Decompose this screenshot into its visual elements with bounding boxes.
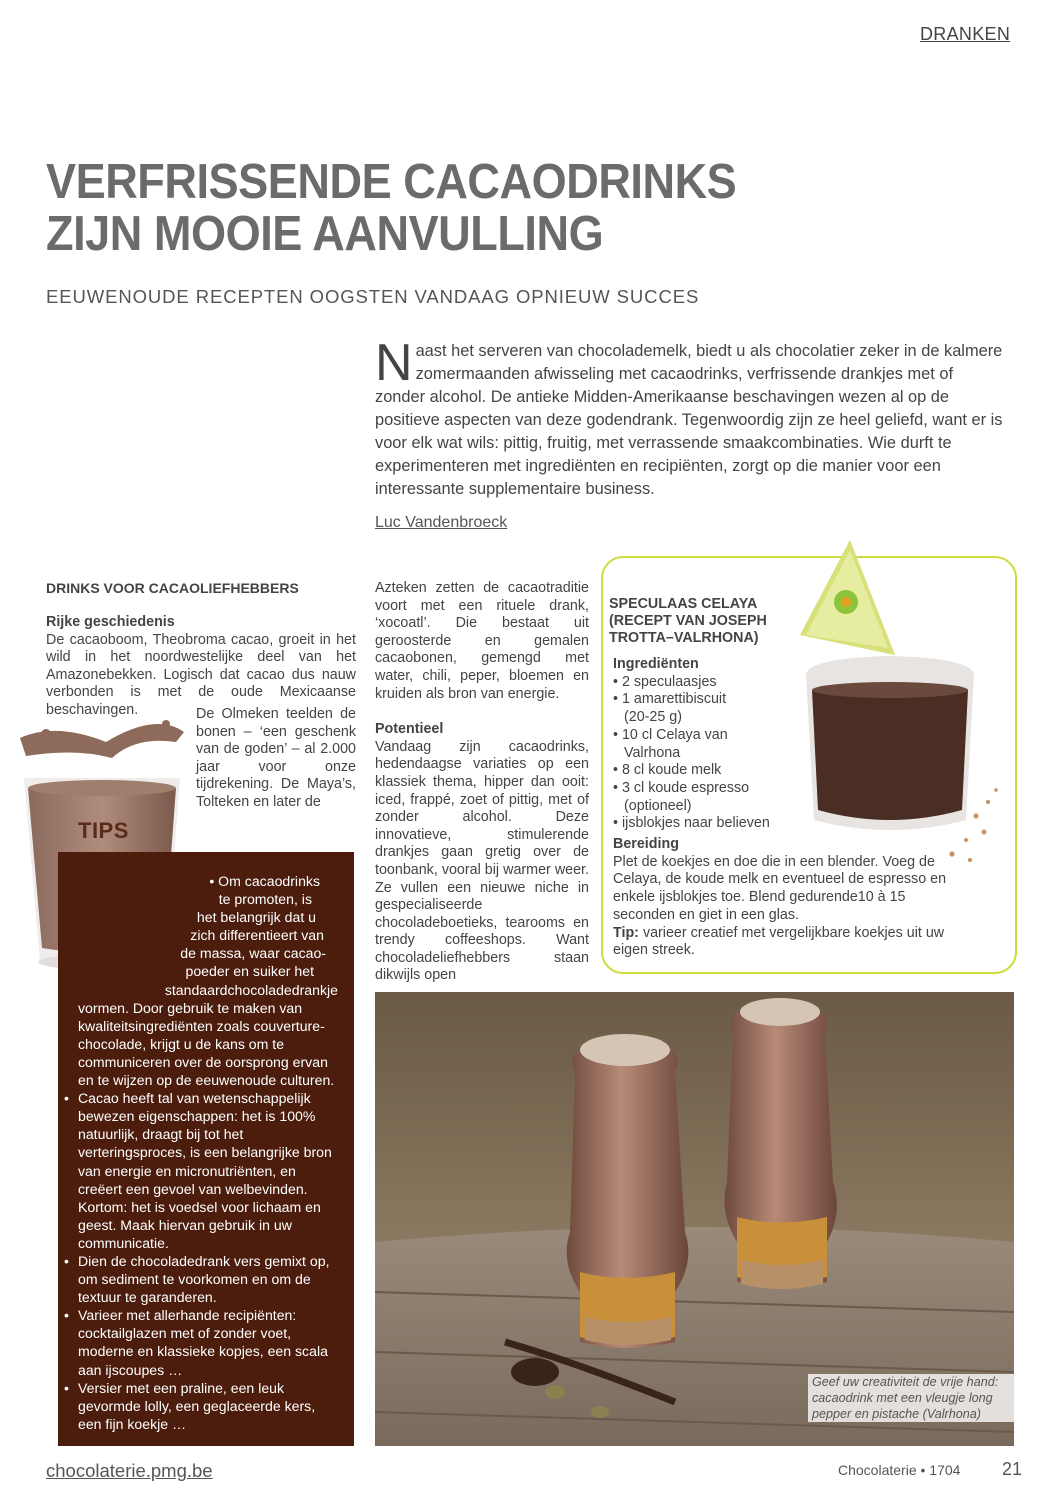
tip-2-text: Cacao heeft tal van wetenschappelijk bewezen eigenschappen: het is 100% natuurlijk, draagt bij tot het verteringsproces, is een belangrijke bron van energie en micronutriënten, en creëert een gevoel van welbevinden. Kortom: het is voedsel voor lichaam en geest. Maak hiervan gebruik in uw communicatie. [78, 1090, 332, 1251]
ingredients-list [613, 674, 813, 833]
history-continued: Azteken zetten de cacaotraditie voort met een rituele drank, ‘xocoatl’. Die bestaat uit geroosterde en gemalen cacaobonen, gemengd met water, chili, peper, bloemen en kruiden als bron van energie. [375, 580, 589, 702]
bullet-icon: • [64, 1252, 69, 1269]
tip-1-line: het belangrijk dat u [196, 909, 316, 926]
preparation-text: Plet de koekjes en doe die in een blender. Voeg de Celaya, de koude melk en eventueel de espresso en enkele ijsblokjes toe. Blend gedurende10 à 15 seconden en giet in een glas. [613, 853, 947, 923]
ingredient-item: • 3 cl koude espresso (optioneel) [613, 779, 750, 814]
tip-1-rest: vormen. Door gebruik te maken van kwaliteitsingrediënten zoals couverture-chocolade, krijgt u de kans om te communiceren over de oorsprong ervan en te wijzen op de eeuwenoude culturen. [78, 999, 335, 1089]
tip-1-line: • Om cacaodrinks [209, 873, 320, 889]
preparation-heading: Bereiding [613, 836, 679, 852]
tip-5-text: Versier met een praline, een leuk gevormde lolly, een geglaceerde kers, een fijn koekje … [78, 1379, 316, 1432]
ingredient-item: • 2 speculaasjes [613, 673, 717, 690]
recipe-tip-text: varieer creatief met vergelijkbare koekjes uit uw eigen streek. [613, 924, 945, 959]
ingredient-item: • 8 cl koude melk [613, 762, 722, 779]
recipe-tip-label: Tip: [613, 924, 639, 941]
ingredient-item: • ijsblokjes naar believen [613, 815, 770, 832]
page-number: 21 [1002, 1459, 1023, 1479]
intro-paragraph [375, 334, 1007, 501]
recipe-title: SPECULAAS CELAYA (RECEPT VAN JOSEPH TROTTA–VALRHONA) [609, 596, 767, 646]
drop-cap: N [375, 334, 413, 392]
middle-column [375, 580, 589, 985]
recipe-tip [613, 925, 963, 960]
author-byline: Luc Vandenbroeck [375, 514, 508, 531]
title-line-1: VERFRISSENDE CACAODRINKS [46, 155, 737, 209]
ingredient-item: • 1 amarettibiscuit (20-25 g) [613, 691, 727, 726]
tips-label: TIPS [78, 818, 129, 843]
potential-text: Vandaag zijn cacaodrinks, hedendaagse variaties op een klassiek thema, hipper dan ooit: iced, frappé, zoet of pittig, met of zonder alcohol. Deze innovatieve, stimulerende drankjes gaan gretig over de toonbank, vooral bij warmer weer. Ze vullen een nieuwe niche in gespecialiseerde chocoladeboetieks, tearooms en trendy coffeeshops. Want chocoladeliefhebbers staan dikwijls open [375, 738, 589, 984]
column-heading: DRINKS VOOR CACAOLIEFHEBBERS [46, 580, 299, 596]
tip-1-line: standaardchocoladedrankje [164, 981, 338, 998]
page-title [46, 156, 874, 260]
tip-1-line: zich differentieert van [190, 927, 324, 944]
bullet-icon: • [64, 1379, 69, 1396]
history-text: De cacaoboom, Theobroma cacao, groeit in het wild in het noordwestelijke deel van het Amazonebekken. Logisch dat cacao dus nauw verbonden is met de oude Mexicaanse beschavingen. [46, 631, 356, 718]
recipe-preparation [613, 836, 1003, 960]
magazine-issue: Chocolaterie • 1704 [838, 1462, 961, 1478]
tip-3-text: Dien de chocoladedrank vers gemixt op, om sediment te voorkomen en om de textuur te garanderen. [78, 1252, 330, 1306]
tip-2 [58, 1089, 354, 1252]
website-link[interactable]: chocolaterie.pmg.be [46, 1460, 213, 1481]
tip-1-intro [58, 852, 354, 999]
tips-text [58, 852, 354, 1433]
bullet-icon: • [64, 1090, 69, 1107]
tip-4 [58, 1306, 354, 1378]
tip-4-text: Varieer met allerhande recipiënten: cocktailglazen met of zonder voet, moderne en klassieke kopjes, een scala aan ijscoupes … [78, 1307, 328, 1378]
ingredient-item: • 10 cl Celaya van Valrhona [613, 726, 728, 761]
photo-caption: Geef uw creativiteit de vrije hand: cacaodrink met een vleugje long pepper en pistache (Valrhona) [808, 1374, 1014, 1422]
title-line-2: ZIJN MOOIE AANVULLING [46, 207, 604, 261]
bullet-icon: • [64, 1307, 69, 1324]
tip-3 [58, 1252, 354, 1306]
history-section [46, 614, 356, 720]
recipe-ingredients [613, 656, 813, 833]
tip-1-line: poeder en suiker het [185, 963, 314, 980]
tip-1-line: de massa, waar cacao- [180, 945, 326, 962]
tips-box [58, 852, 354, 1446]
ingredients-heading: Ingrediënten [613, 656, 699, 672]
tip-5 [58, 1379, 354, 1433]
potential-heading: Potentieel [375, 721, 444, 738]
history-side-paragraph: De Olmeken teelden de bonen – ‘een geschenk van de goden’ – al 2.000 jaar voor onze tijdrekening. De Maya’s, Tolteken en later de [196, 706, 356, 810]
section-tag: DRANKEN [920, 24, 1011, 44]
history-heading: Rijke geschiedenis [46, 614, 175, 630]
tip-1-line: te promoten, is [218, 891, 312, 908]
intro-text: aast het serveren van chocolademelk, biedt u als chocolatier zeker in de kalmere zomermaanden afwisseling met cacaodrinks, verfrissende drankjes met of zonder alcohol. De antieke Midden-Amerikaanse beschavingen wezen al op de positieve aspecten van deze godendrank. Tegenwoordig zijn ze heel geliefd, want er is voor elk wat wils: pittig, fruitig, met verrassende smaakcombinaties. Wie durft te experimenteren met ingrediënten en recipiënten, zorgt op die manier voor een interessante supplementaire business. [375, 342, 1003, 498]
page-subtitle: EEUWENOUDE RECEPTEN OOGSTEN VANDAAG OPNIEUW SUCCES [46, 286, 700, 307]
history-side-text [196, 706, 356, 812]
